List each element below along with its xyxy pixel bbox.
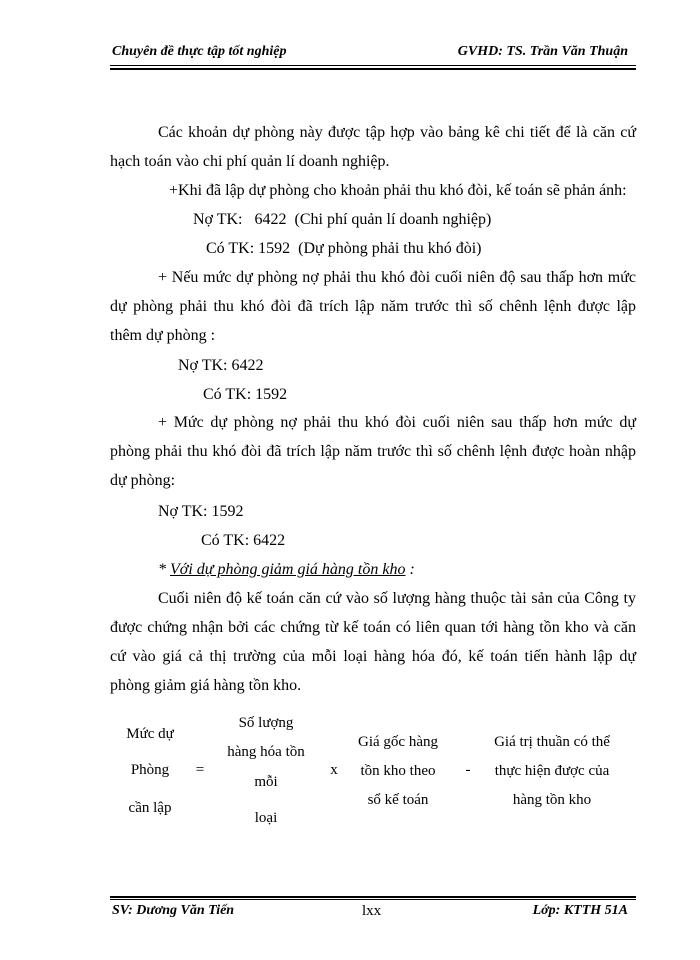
formula-c3-line3: sổ kế toán bbox=[367, 792, 429, 808]
para1-line1: Các khoản dự phòng này được tập hợp vào bảng kê chi tiết để là căn cứ bbox=[158, 124, 636, 141]
formula-c2-line2: hàng hóa tồn bbox=[227, 744, 305, 760]
para5-line2: được chứng nhận bởi các chứng từ kế toán có liên quan tới hàng tồn kho và căn bbox=[110, 619, 636, 636]
footer-student: SV: Dương Văn Tiến bbox=[112, 903, 235, 918]
formula-c4-line1: Giá trị thuần có thể bbox=[494, 734, 610, 750]
section-colon: : bbox=[405, 561, 415, 578]
header-left: Chuyên đề thực tập tốt nghiệp bbox=[112, 44, 287, 59]
footer-class: Lớp: KTTH 51A bbox=[532, 903, 628, 918]
section-title: Với dự phòng giảm giá hàng tồn kho bbox=[170, 561, 406, 578]
section-heading bbox=[158, 561, 415, 579]
para4-line2: phòng phải thu khó đòi đã trích lập năm trước thì số chênh lệnh được hoàn nhập bbox=[110, 443, 636, 460]
para5-line1: Cuối niên độ kế toán căn cứ vào số lượng hàng thuộc tài sản của Công ty bbox=[158, 590, 636, 607]
page-number: lxx bbox=[362, 903, 382, 919]
para1-line2: hạch toán vào chi phí quản lí doanh nghiệp. bbox=[110, 153, 390, 170]
para2: +Khi đã lập dự phòng cho khoản phải thu khó đòi, kế toán sẽ phản ánh: bbox=[169, 182, 627, 199]
para4-line1: + Mức dự phòng nợ phải thu khó đòi cuối niên sau thấp hơn mức dự bbox=[158, 414, 636, 431]
entry3-credit: Có TK: 6422 bbox=[201, 532, 286, 549]
footer-divider-thick bbox=[110, 896, 636, 898]
formula-times: x bbox=[330, 762, 338, 778]
entry3-debit: Nợ TK: 1592 bbox=[158, 503, 244, 520]
formula-c1-line3: cần lập bbox=[128, 800, 172, 816]
para3-line2: dự phòng phải thu khó đòi đã trích lập năm trước thì số chênh lệnh được lập bbox=[110, 298, 636, 315]
formula-c3-line1: Giá gốc hàng bbox=[358, 734, 438, 750]
para4-line3: dự phòng: bbox=[110, 472, 176, 489]
formula-c2-line4: loại bbox=[254, 810, 278, 826]
formula-c1-line1: Mức dự bbox=[126, 726, 174, 742]
formula-minus: - bbox=[465, 762, 471, 778]
para3-line3: thêm dự phòng : bbox=[110, 327, 216, 344]
formula-c2-line1: Số lượng bbox=[238, 715, 294, 731]
header-divider-thick bbox=[110, 68, 636, 70]
section-star: * bbox=[158, 561, 170, 578]
para3-line1: + Nếu mức dự phòng nợ phải thu khó đòi cuối niên độ sau thấp hơn mức bbox=[158, 269, 636, 286]
header-right: GVHD: TS. Trần Văn Thuận bbox=[457, 44, 628, 59]
formula-c4-line2: thực hiện được của bbox=[494, 763, 610, 779]
formula-c2-line3: mỗi bbox=[254, 774, 278, 790]
entry2-debit: Nợ TK: 6422 bbox=[178, 357, 264, 374]
para5-line4: phòng giảm giá hàng tồn kho. bbox=[110, 677, 302, 694]
entry1-debit: Nợ TK: 6422 (Chi phí quản lí doanh nghiệp) bbox=[193, 211, 492, 228]
entry2-credit: Có TK: 1592 bbox=[203, 386, 288, 403]
formula-c1-line2: Phòng bbox=[130, 762, 170, 778]
footer-divider bbox=[110, 899, 636, 900]
formula-equals: = bbox=[195, 762, 205, 778]
formula-c4-line3: hàng tồn kho bbox=[512, 792, 592, 808]
entry1-credit: Có TK: 1592 (Dự phòng phải thu khó đòi) bbox=[206, 240, 482, 257]
header-divider bbox=[110, 65, 636, 66]
para5-line3: cứ vào giá cả thị trường của mỗi loại hàng hóa đó, kế toán tiến hành lập dự bbox=[110, 648, 636, 665]
formula-c3-line2: tồn kho theo bbox=[360, 763, 436, 779]
